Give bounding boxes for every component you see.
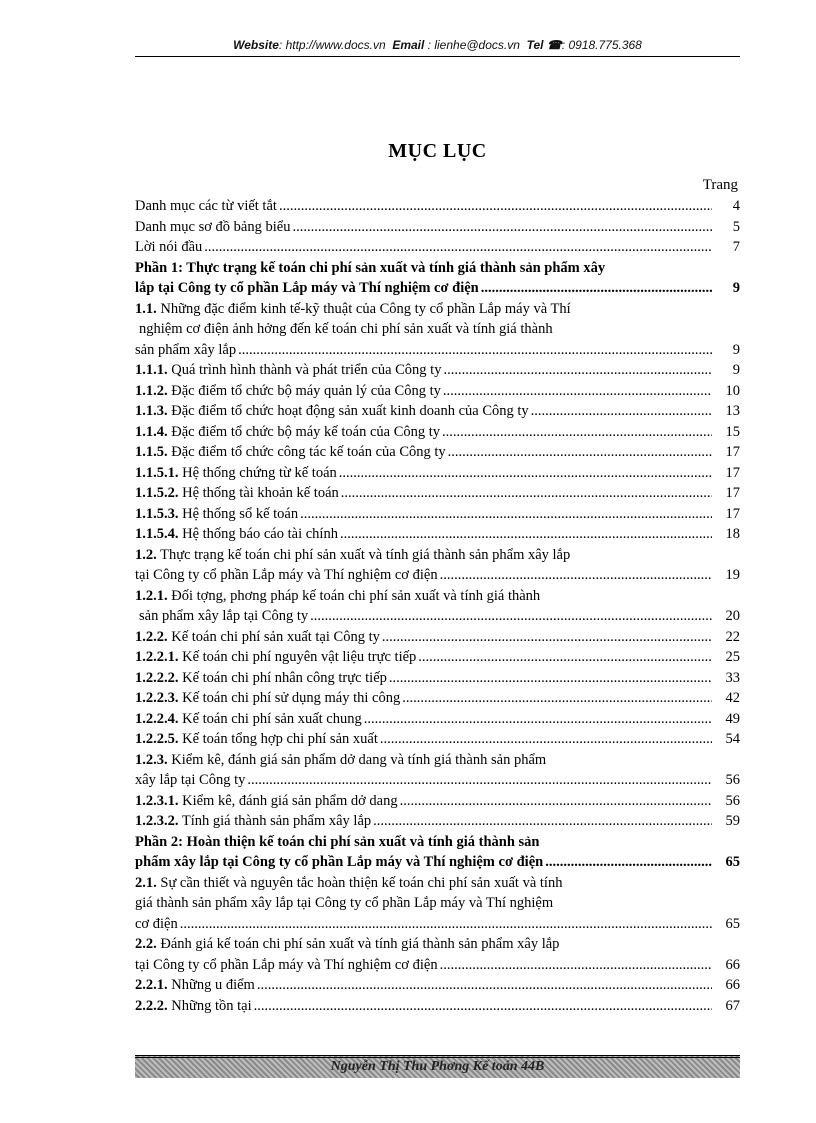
toc-entry: sản phẩm xây lắp tại Công ty ..... 20 bbox=[135, 606, 740, 627]
toc-entry: 1.1.5.3. Hệ thống sổ kế toán ..... 17 bbox=[135, 504, 740, 525]
toc-entry: 1.2.2.5. Kế toán tổng hợp chi phí sản xuất ..... 54 bbox=[135, 729, 740, 750]
toc-entry: Danh mục các từ viết tắt ..... 4 bbox=[135, 196, 740, 217]
toc-entry: tại Công ty cổ phần Lắp máy và Thí nghiệm cơ điện ..... 19 bbox=[135, 565, 740, 586]
toc-entry: 1.2.3.2. Tính giá thành sản phẩm xây lắp ..... 59 bbox=[135, 811, 740, 832]
tel-value: : 0918.775.368 bbox=[561, 38, 642, 52]
toc-entry: Danh mục sơ đồ bảng biểu ..... 5 bbox=[135, 217, 740, 238]
toc-section-continuation: nghiệm cơ điện ảnh hởng đến kế toán chi phí sản xuất và tính giá thành bbox=[139, 321, 553, 337]
toc-entry: cơ điện ..... 65 bbox=[135, 914, 740, 935]
page-title: MỤC LỤC bbox=[388, 140, 487, 162]
toc-part-heading: Phần 1: Thực trạng kế toán chi phí sản xuất và tính giá thành sản phẩm xây bbox=[135, 259, 606, 276]
toc-entry: phẩm xây lắp tại Công ty cổ phần Lắp máy và Thí nghiệm cơ điện ..... 65 bbox=[135, 852, 740, 873]
toc-section-heading: 2.1. Sự cần thiết và nguyên tắc hoàn thiện kế toán chi phí sản xuất và tính bbox=[135, 874, 563, 891]
page-column-label: Trang bbox=[702, 177, 738, 193]
toc-entry: 1.1.5.4. Hệ thống báo cáo tài chính ..... 18 bbox=[135, 524, 740, 545]
toc-section-continuation: giá thành sản phẩm xây lắp tại Công ty cổ phần Lắp máy và Thí nghiệm bbox=[135, 895, 554, 911]
toc-entry: lắp tại Công ty cổ phần Lắp máy và Thí nghiệm cơ điện ..... 9 bbox=[135, 278, 740, 299]
toc-entry: 1.1.5.1. Hệ thống chứng từ kế toán ..... 17 bbox=[135, 463, 740, 484]
toc-entry: 1.1.5.2. Hệ thống tài khoản kế toán ..... 17 bbox=[135, 483, 740, 504]
toc-section-heading: 1.1. Những đặc điểm kinh tế-kỹ thuật của Công ty cổ phần Lắp máy và Thí bbox=[135, 300, 571, 317]
toc-entry: 1.1.3. Đặc điểm tổ chức hoạt động sản xuất kinh doanh của Công ty ..... 13 bbox=[135, 401, 740, 422]
footer-author: Nguyễn Thị Thu Phơng Kế toán 44B bbox=[330, 1059, 545, 1074]
tel-label: Tel bbox=[526, 38, 544, 52]
header-divider bbox=[135, 56, 740, 57]
toc-entry: sản phẩm xây lắp ..... 9 bbox=[135, 340, 740, 361]
toc-entry: 1.2.2.3. Kế toán chi phí sử dụng máy thi công ..... 42 bbox=[135, 688, 740, 709]
toc-entry: xây lắp tại Công ty ..... 56 bbox=[135, 770, 740, 791]
toc-entry: 2.2.2. Những tồn tại ..... 67 bbox=[135, 996, 740, 1017]
toc-entry: 1.2.2.1. Kế toán chi phí nguyên vật liệu trực tiếp ..... 25 bbox=[135, 647, 740, 668]
website-label: Website bbox=[233, 38, 279, 52]
toc-section-heading: 1.2.1. Đối tợng, phơng pháp kế toán chi phí sản xuất và tính giá thành bbox=[135, 587, 541, 604]
toc-section-heading: 1.2. Thực trạng kế toán chi phí sản xuất và tính giá thành sản phẩm xây lắp bbox=[135, 546, 571, 563]
toc-entry: 1.2.2. Kế toán chi phí sản xuất tại Công ty ..... 22 bbox=[135, 627, 740, 648]
table-of-contents bbox=[135, 196, 740, 1016]
toc-entry: 2.2.1. Những u điểm ..... 66 bbox=[135, 975, 740, 996]
toc-entry: 1.2.2.4. Kế toán chi phí sản xuất chung ..... 49 bbox=[135, 709, 740, 730]
toc-entry: 1.2.3.1. Kiểm kê, đánh giá sản phẩm dở dang ..... 56 bbox=[135, 791, 740, 812]
email-label: Email bbox=[392, 38, 425, 52]
toc-section-heading: 1.2.3. Kiểm kê, đánh giá sản phẩm dở dang và tính giá thành sản phẩm bbox=[135, 751, 547, 768]
toc-entry: tại Công ty cổ phần Lắp máy và Thí nghiệm cơ điện ..... 66 bbox=[135, 955, 740, 976]
website-value: : http://www.docs.vn bbox=[278, 38, 386, 52]
toc-entry: Lời nói đầu ..... 7 bbox=[135, 237, 740, 258]
toc-part-heading: Phần 2: Hoàn thiện kế toán chi phí sản xuất và tính giá thành sản bbox=[135, 833, 540, 850]
toc-entry: 1.1.4. Đặc điểm tổ chức bộ máy kế toán của Công ty ..... 15 bbox=[135, 422, 740, 443]
page-header bbox=[135, 38, 740, 52]
toc-entry: 1.1.5. Đặc điểm tổ chức công tác kế toán của Công ty ..... 17 bbox=[135, 442, 740, 463]
email-value: : lienhe@docs.vn bbox=[427, 38, 520, 52]
toc-section-heading: 2.2. Đánh giá kế toán chi phí sản xuất và tính giá thành sản phẩm xây lắp bbox=[135, 936, 560, 952]
toc-entry: 1.1.2. Đặc điểm tổ chức bộ máy quản lý của Công ty ..... 10 bbox=[135, 381, 740, 402]
phone-icon: ☎ bbox=[546, 38, 562, 52]
toc-entry: 1.2.2.2. Kế toán chi phí nhân công trực tiếp ..... 33 bbox=[135, 668, 740, 689]
toc-entry: 1.1.1. Quá trình hình thành và phát triển của Công ty ..... 9 bbox=[135, 360, 740, 381]
